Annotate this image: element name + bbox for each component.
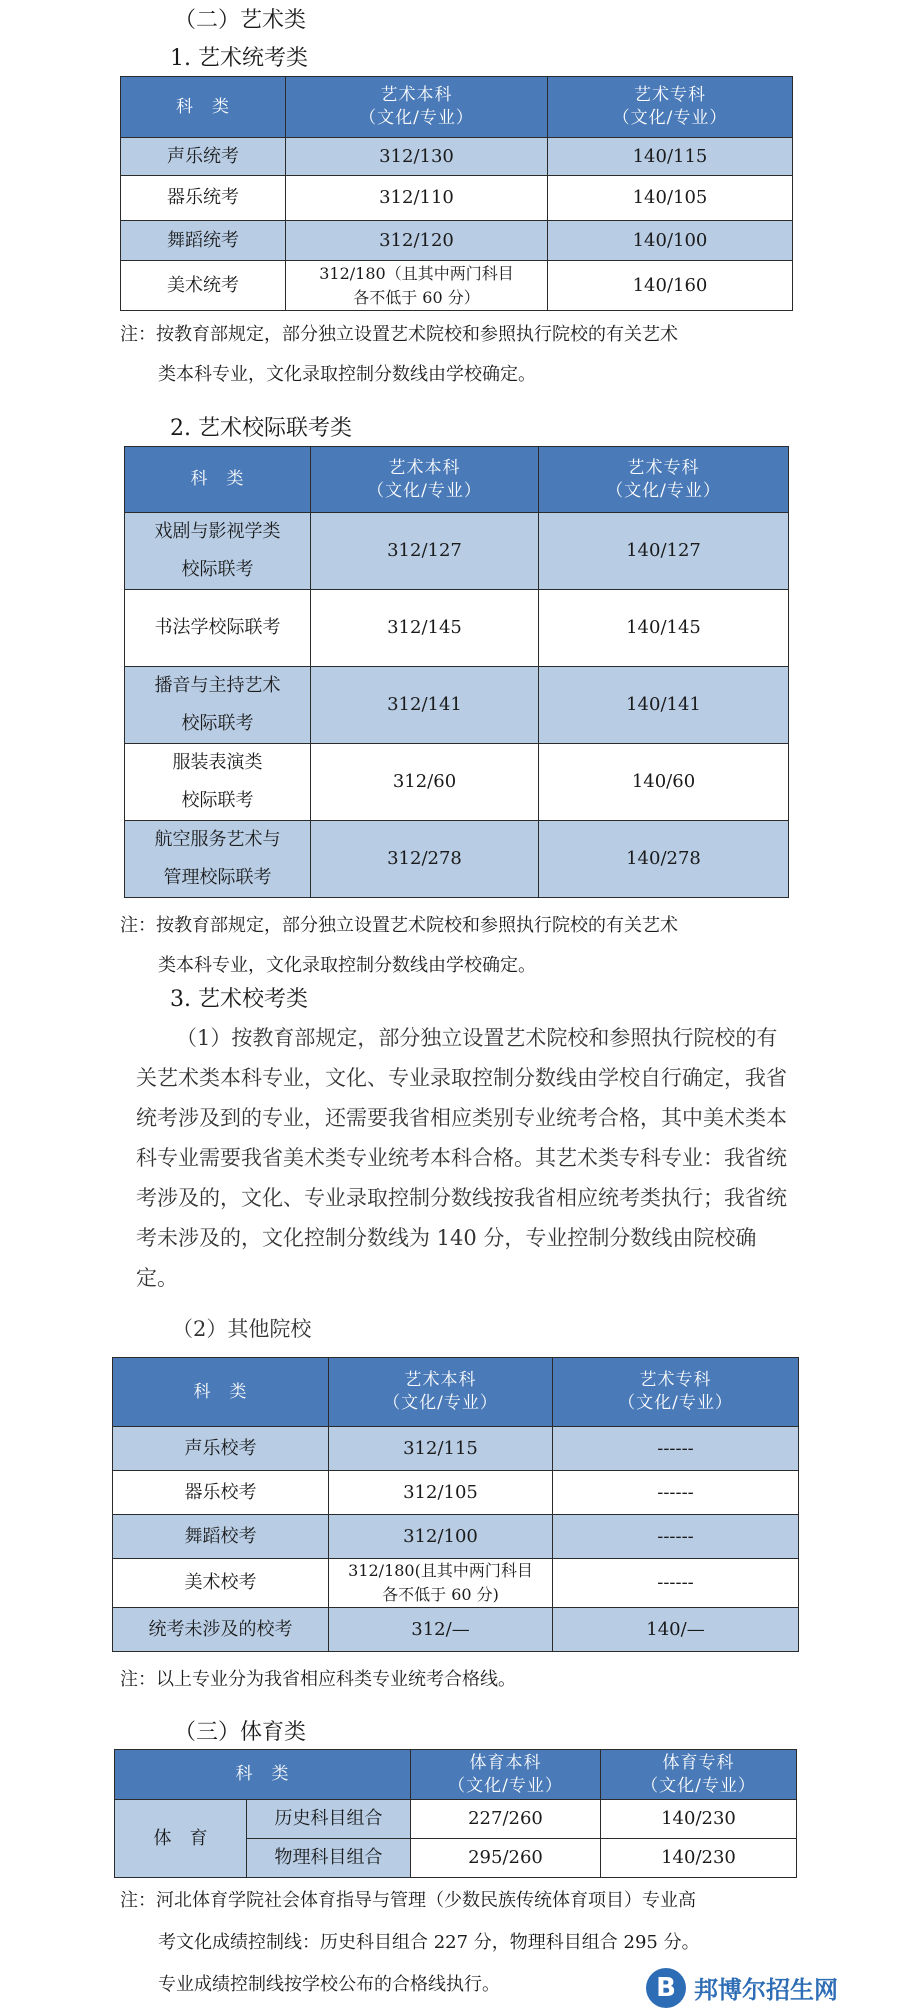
row-undergrad: 312/115 [329,1427,553,1471]
row-undergrad [329,1559,553,1608]
subsection-heading-joint: 2. 艺术校际联考类 [170,416,352,441]
row-junior: 140/100 [548,221,793,261]
row-combination: 历史科目组合 [247,1800,411,1839]
row-junior: 140/160 [548,261,793,311]
row-junior: 140/— [553,1608,799,1652]
header-junior [539,447,789,513]
row-category: 航空服务艺术与 管理校际联考 [125,821,311,898]
table-row [125,667,789,744]
row-junior: 140/230 [601,1839,797,1878]
row-undergrad: 312/60 [311,744,539,821]
table-header-row [121,77,793,138]
row-combination: 物理科目组合 [247,1839,411,1878]
row-category: 戏剧与影视学类 校际联考 [125,513,311,590]
table-header-row [115,1750,797,1800]
note-line: 注：按教育部规定，部分独立设置艺术院校和参照执行院校的有关艺术 [120,915,678,936]
header-undergrad [286,77,548,138]
row-junior: 140/105 [548,176,793,221]
row-undergrad: 312/141 [311,667,539,744]
row-undergrad [286,261,548,311]
row-undergrad-text: 312/180(且其中两门科目 各不低于 60 分) [348,1561,533,1604]
note-school [120,1660,800,1700]
row-junior: ------ [553,1515,799,1559]
header-junior [548,77,793,138]
row-category: 统考未涉及的校考 [113,1608,329,1652]
row-category: 器乐校考 [113,1471,329,1515]
row-undergrad: 295/260 [411,1839,601,1878]
note-line: 类本科专业，文化录取控制分数线由学校确定。 [158,955,536,976]
row-junior: 140/230 [601,1800,797,1839]
row-undergrad: 312/105 [329,1471,553,1515]
note-line: 注：河北体育学院社会体育指导与管理（少数民族传统体育项目）专业高 [120,1890,696,1911]
note-line: 注：按教育部规定，部分独立设置艺术院校和参照执行院校的有关艺术 [120,324,678,345]
row-category: 服装表演类 校际联考 [125,744,311,821]
header-category: 科 类 [115,1750,411,1800]
header-category: 科 类 [121,77,286,138]
row-junior: 140/145 [539,590,789,667]
table-header-row [125,447,789,513]
row-junior: 140/60 [539,744,789,821]
subsection-heading-school: 3. 艺术校考类 [170,987,308,1012]
row-group-pe: 体 育 [115,1800,247,1878]
watermark [646,1966,896,2012]
row-category: 器乐统考 [121,176,286,221]
note-line: 专业成绩控制线按学校公布的合格线执行。 [158,1974,500,1995]
header-undergrad [411,1750,601,1800]
note-line: 注：以上专业分为我省相应科类专业统考合格线。 [120,1669,516,1690]
header-junior-text: 艺术专科 （文化/专业） [618,1370,733,1413]
row-category: 声乐校考 [113,1427,329,1471]
paragraph-school-rules [136,1018,788,1298]
row-category: 美术校考 [113,1559,329,1608]
row-undergrad: 312/127 [311,513,539,590]
table-row [113,1559,799,1608]
table-row [113,1608,799,1652]
row-junior: 140/141 [539,667,789,744]
table-header-row [113,1358,799,1427]
row-undergrad: 312/145 [311,590,539,667]
row-junior: 140/127 [539,513,789,590]
row-undergrad: 312/— [329,1608,553,1652]
header-junior-text: 艺术专科 （文化/专业） [606,457,721,501]
table-row [125,744,789,821]
header-undergrad [329,1358,553,1427]
row-category: 声乐统考 [121,138,286,176]
header-junior [553,1358,799,1427]
table-row [113,1471,799,1515]
row-undergrad: 312/130 [286,138,548,176]
watermark-text: 邦博尔招生网 [694,1976,838,2004]
note-line: 类本科专业，文化录取控制分数线由学校确定。 [158,364,536,385]
table-row [121,221,793,261]
table-pe [114,1749,797,1878]
row-undergrad-text: 312/180（且其中两门科目 各不低于 60 分） [319,263,514,307]
table-row [113,1515,799,1559]
row-category: 书法学校际联考 [125,590,311,667]
header-category: 科 类 [125,447,311,513]
section-heading-pe: （三）体育类 [174,1720,307,1745]
row-category: 舞蹈校考 [113,1515,329,1559]
row-undergrad: 312/120 [286,221,548,261]
row-undergrad: 312/100 [329,1515,553,1559]
subsection-heading-unified: 1. 艺术统考类 [170,46,308,71]
header-undergrad-text: 艺术本科 （文化/专业） [359,85,474,128]
paragraph-text: （1）按教育部规定，部分独立设置艺术院校和参照执行院校的有关艺术类本科专业，文化、专业录取控制分数线由学校自行确定，我省统考涉及到的专业，还需要我省相应类别专业统考合格，其中美术类本科专业需要我省美术类专业统考本科合格。其艺术类专科专业：我省统考涉及的，文化、专业录取控制分数线按我省相应统考类执行；我省统考未涉及的，文化控制分数线为 140 分，专业控制分数线由院校确定。 [136,1026,787,1290]
row-undergrad: 227/260 [411,1800,601,1839]
table-row [115,1800,797,1839]
section-heading-art: （二）艺术类 [174,8,307,33]
row-category: 美术统考 [121,261,286,311]
row-undergrad: 312/110 [286,176,548,221]
note-unified [120,315,800,395]
subsection-other-schools: （2）其他院校 [172,1317,312,1341]
watermark-logo: B [646,1968,686,2008]
row-junior: 140/278 [539,821,789,898]
header-undergrad-text: 体育本科 （文化/专业） [448,1752,563,1796]
header-junior-text: 艺术专科 （文化/专业） [612,85,728,128]
row-category: 舞蹈统考 [121,221,286,261]
table-row [121,261,793,311]
header-junior-text: 体育专科 （文化/专业） [641,1752,756,1796]
note-line: 考文化成绩控制线：历史科目组合 227 分，物理科目组合 295 分。 [158,1932,700,1953]
table-row [125,590,789,667]
header-undergrad [311,447,539,513]
table-art-joint [124,446,789,898]
row-undergrad: 312/278 [311,821,539,898]
row-junior: 140/115 [548,138,793,176]
table-art-unified [120,76,793,311]
table-row [113,1427,799,1471]
table-row [125,513,789,590]
note-joint [120,906,800,986]
table-art-school [112,1357,799,1652]
table-row [125,821,789,898]
header-undergrad-text: 艺术本科 （文化/专业） [367,457,482,501]
row-category: 播音与主持艺术 校际联考 [125,667,311,744]
row-junior: ------ [553,1471,799,1515]
header-category: 科 类 [113,1358,329,1427]
table-row [121,176,793,221]
row-junior: ------ [553,1559,799,1608]
header-undergrad-text: 艺术本科 （文化/专业） [383,1370,498,1413]
row-junior: ------ [553,1427,799,1471]
table-row [121,138,793,176]
header-junior [601,1750,797,1800]
